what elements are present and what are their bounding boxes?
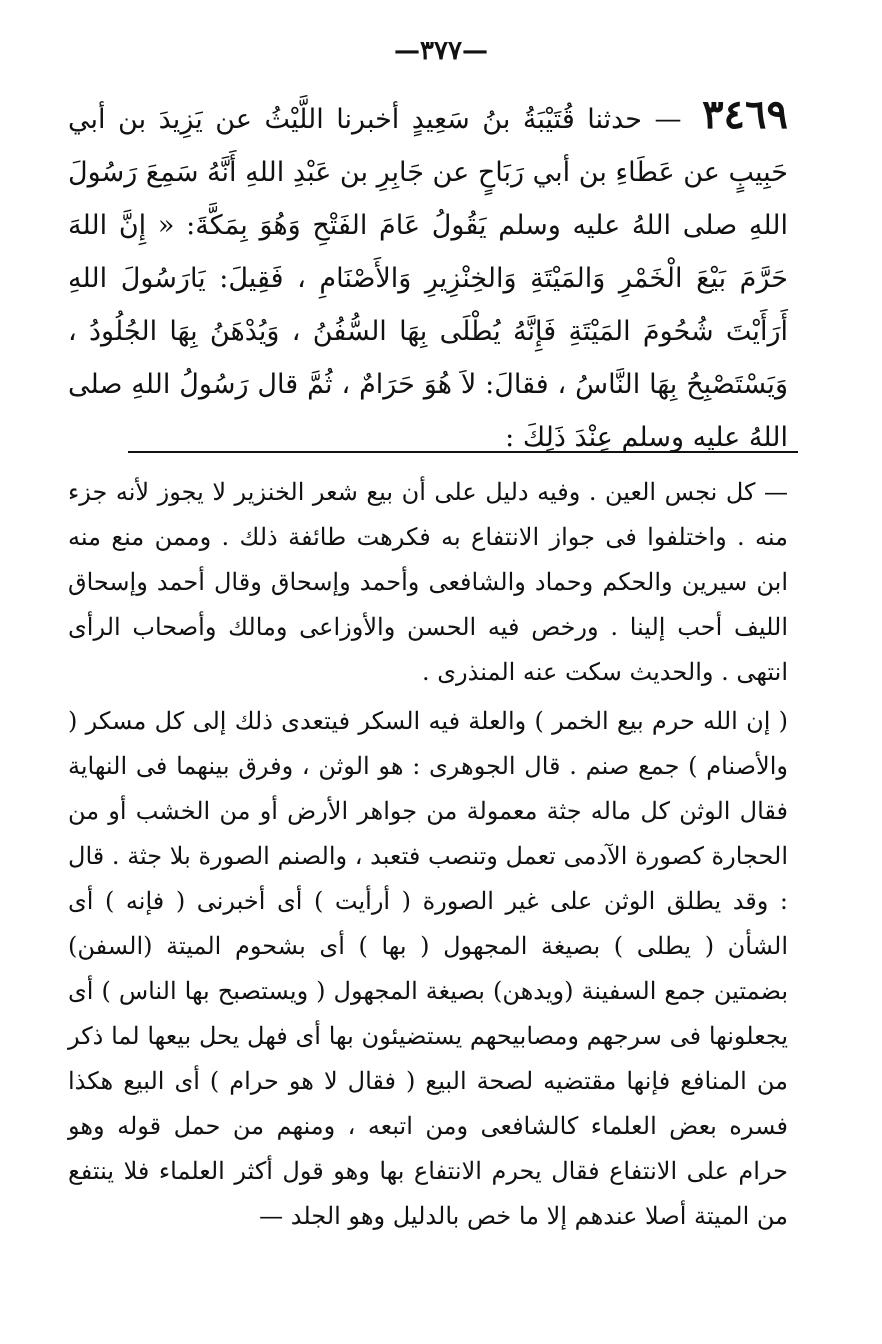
commentary-paragraph-1: — كل نجس العين . وفيه دليل على أن بيع شعر الخنزير لا يجوز لأنه جزء منه . واختلفوا فى جواز الانتفاع به فكرهت طائفة ذلك . وممن منع منه ابن سيرين والحكم وحماد والشافعى وأحمد وإسحاق وقال أحمد وإسحاق الليف أحب إلينا . ورخص فيه الحسن والأوزاعى ومالك وأصحاب الرأى انتهى . والحديث سكت عنه المنذرى . — [68, 478, 788, 686]
hadith-number: ٣٤٦٩ — [702, 91, 788, 138]
page-number: —٣٧٧— — [394, 36, 488, 66]
commentary-block — [68, 470, 788, 1239]
footnote-divider — [128, 451, 798, 453]
commentary-paragraph-2: ( إن الله حرم بيع الخمر ) والعلة فيه السكر فيتعدى ذلك إلى كل مسكر ( والأصنام ) جمع صنم . قال الجوهرى : هو الوثن ، وفرق بينهما فى النهاية فقال الوثن كل ماله جثة معمولة من جواهر الأرض أو من الخشب أو من الحجارة كصورة الآدمى تعمل وتنصب فتعبد ، والصنم الصورة بلا جثة . قال : وقد يطلق الوثن على غير الصورة ( أرأيت ) أى أخبرنى ( فإنه ) أى الشأن ( يطلى ) بصيغة المجهول ( بها ) أى بشحوم الميتة (السفن) بضمتين جمع السفينة (ويدهن) بصيغة المجهول ( ويستصبح بها الناس ) أى يجعلونها فى سرجهم ومصابيحهم يستضيئون بها أى فهل يحل بيعها لما ذكر من المنافع فإنها مقتضيه لصحة البيع ( فقال لا هو حرام ) أى البيع هكذا فسره بعض العلماء كالشافعى ومن اتبعه ، ومنهم من حمل قوله وهو حرام على الانتفاع فقال يحرم الانتفاع بها وهو قول أكثر العلماء فلا ينتفع من الميتة أصلا عندهم إلا ما خص بالدليل وهو الجلد — — [68, 707, 789, 1230]
hadith-text: — حدثنا قُتَيْبَةُ بنُ سَعِيدٍ أخبرنا اللَّيْثُ عن يَزِيدَ بن أبي حَبِيبٍ عن عَطَاءِ بن أبي رَبَاحٍ عن جَابِرِ بن عَبْدِ اللهِ أَنَّهُ سَمِعَ رَسُولَ اللهِ صلى اللهُ عليه وسلم يَقُولُ عَامَ الفَتْحِ وَهُوَ بِمَكَّةَ: « إِنَّ اللهَ حَرَّمَ بَيْعَ الْخَمْرِ وَالمَيْتَةِ وَالخِنْزِيرِ وَالأَصْنَامِ ، فَقِيلَ: يَارَسُولَ اللهِ أَرَأَيْتَ شُحُومَ المَيْتَةِ فَإِنَّهُ يُطْلَى بِهَا السُّفُنُ ، وَيُدْهَنُ بِهَا الجُلُودُ ، وَيَسْتَصْبِحُ بِهَا النَّاسُ ، فقالَ: لاَ هُوَ حَرَامٌ ، ثُمَّ قال رَسُولُ اللهِ صلى اللهُ عليه وسلم عِنْدَ ذَلِكَ : — [68, 104, 788, 453]
hadith-block — [68, 88, 788, 464]
